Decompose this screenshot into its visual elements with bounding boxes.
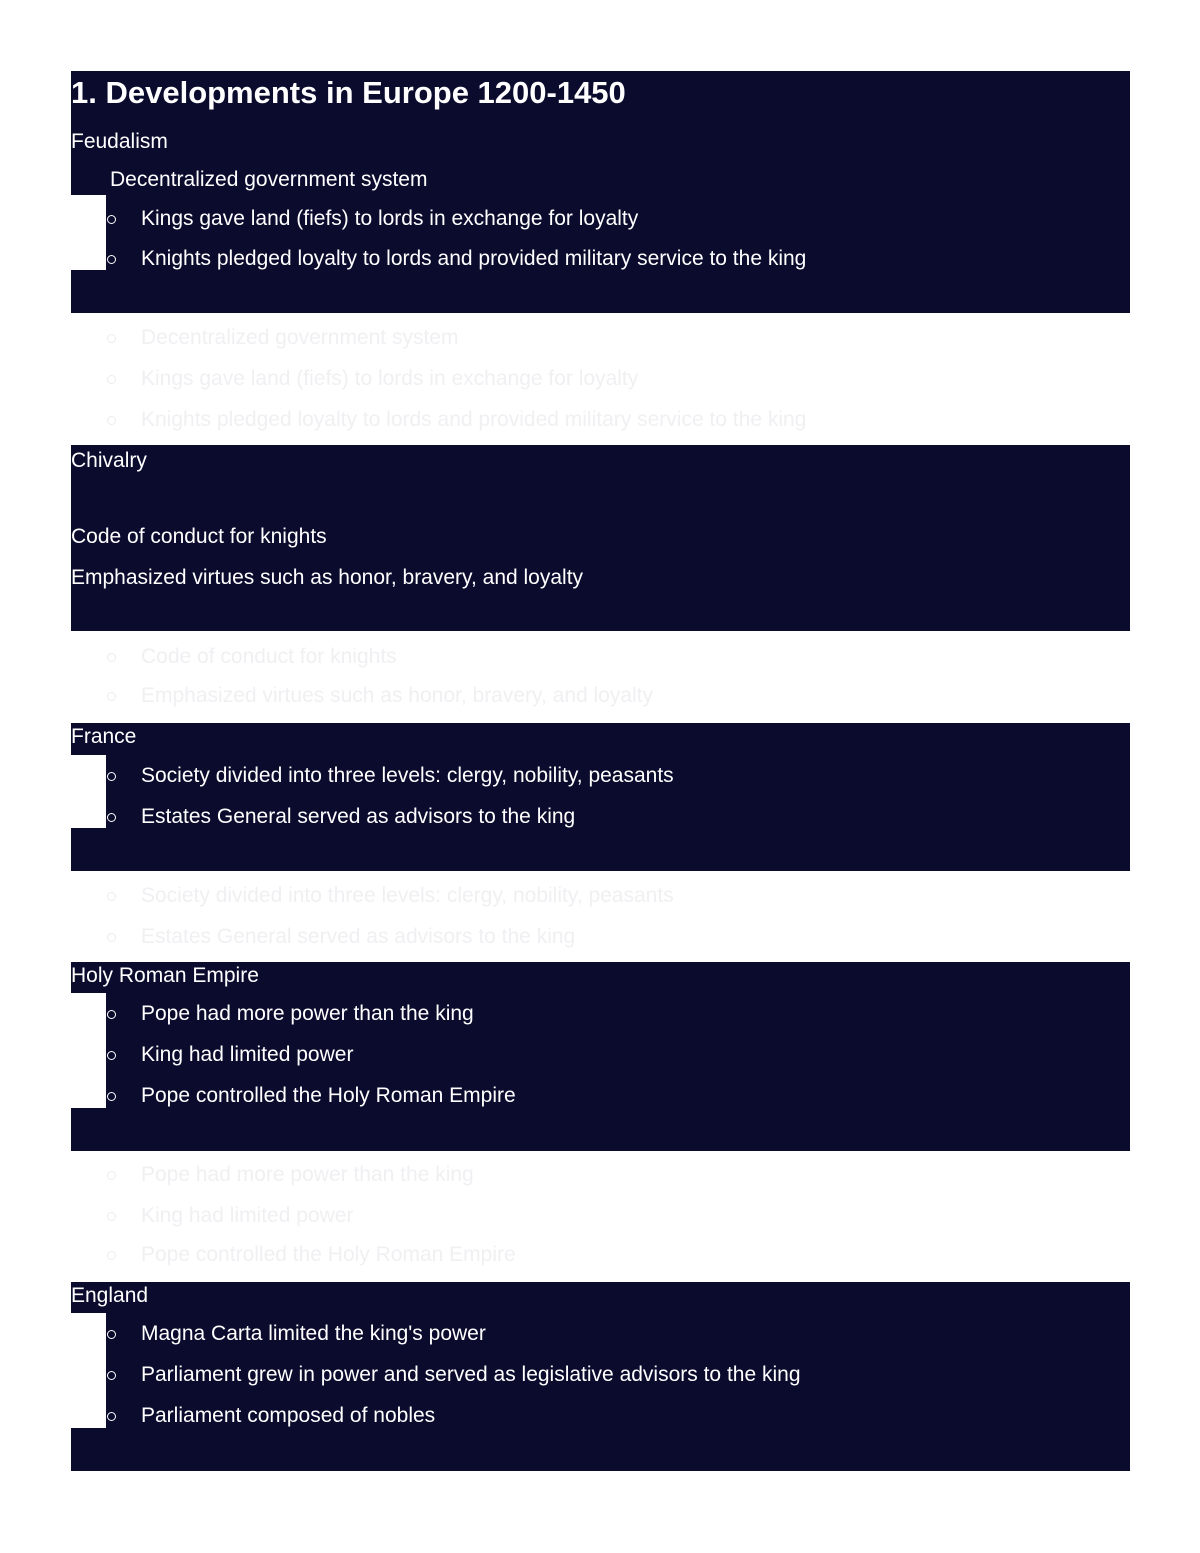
- list-item: Society divided into three levels: clergy, nobility, peasants: [141, 884, 674, 907]
- bullet-icon: [107, 892, 116, 901]
- hre-section: [71, 962, 1130, 1151]
- feudalism-intro: Decentralized government system: [110, 168, 428, 191]
- list-item: Estates General served as advisors to the king: [141, 925, 576, 948]
- indent-gap: [71, 195, 106, 270]
- list-item: Pope controlled the Holy Roman Empire: [141, 1084, 516, 1107]
- list-item: Parliament grew in power and served as legislative advisors to the king: [141, 1363, 801, 1386]
- section-heading-hre: Holy Roman Empire: [71, 964, 259, 987]
- list-item: King had limited power: [141, 1204, 354, 1227]
- section-heading-france: France: [71, 725, 137, 748]
- bullet-icon: [107, 692, 116, 701]
- bullet-icon: [107, 772, 116, 781]
- bullet-icon: [107, 1010, 116, 1019]
- list-item: Kings gave land (fiefs) to lords in exchange for loyalty: [141, 367, 639, 390]
- chivalry-line: Code of conduct for knights: [71, 525, 327, 548]
- bullet-icon: [107, 255, 116, 264]
- indent-gap: [71, 993, 106, 1108]
- bullet-icon: [107, 375, 116, 384]
- feudalism-section: [71, 71, 1130, 313]
- england-section: [71, 1282, 1130, 1471]
- france-section: [71, 723, 1130, 871]
- bullet-icon: [107, 653, 116, 662]
- bullet-icon: [107, 1171, 116, 1180]
- list-item: King had limited power: [141, 1043, 354, 1066]
- section-heading-england: England: [71, 1284, 149, 1307]
- chivalry-section: [71, 445, 1130, 631]
- list-item: Knights pledged loyalty to lords and provided military service to the king: [141, 247, 807, 270]
- bullet-icon: [107, 1092, 116, 1101]
- bullet-icon: [107, 933, 116, 942]
- list-item: Magna Carta limited the king's power: [141, 1322, 486, 1345]
- list-item: Emphasized virtues such as honor, bravery, and loyalty: [141, 684, 654, 707]
- bullet-icon: [107, 1330, 116, 1339]
- list-item: Pope controlled the Holy Roman Empire: [141, 1243, 516, 1266]
- section-heading-feudalism: Feudalism: [71, 130, 168, 153]
- bullet-icon: [107, 416, 116, 425]
- indent-gap: [71, 755, 106, 828]
- bullet-icon: [107, 1371, 116, 1380]
- page-title: 1. Developments in Europe 1200-1450: [71, 75, 626, 110]
- chivalry-line: Emphasized virtues such as honor, bravery, and loyalty: [71, 566, 584, 589]
- bullet-icon: [107, 215, 116, 224]
- list-item: Kings gave land (fiefs) to lords in exchange for loyalty: [141, 207, 639, 230]
- indent-gap: [71, 1313, 106, 1428]
- list-item: Pope had more power than the king: [141, 1163, 474, 1186]
- bullet-icon: [107, 1051, 116, 1060]
- bullet-icon: [107, 1212, 116, 1221]
- list-item: Knights pledged loyalty to lords and provided military service to the king: [141, 408, 807, 431]
- bullet-icon: [107, 334, 116, 343]
- list-item: Society divided into three levels: clergy, nobility, peasants: [141, 764, 674, 787]
- list-item: Pope had more power than the king: [141, 1002, 474, 1025]
- list-item: Parliament composed of nobles: [141, 1404, 436, 1427]
- bullet-icon: [107, 1412, 116, 1421]
- section-heading-chivalry: Chivalry: [71, 449, 147, 472]
- bullet-icon: [107, 813, 116, 822]
- list-item: Code of conduct for knights: [141, 645, 397, 668]
- list-item: Estates General served as advisors to the king: [141, 805, 576, 828]
- list-item: Decentralized government system: [141, 326, 459, 349]
- bullet-icon: [107, 1251, 116, 1260]
